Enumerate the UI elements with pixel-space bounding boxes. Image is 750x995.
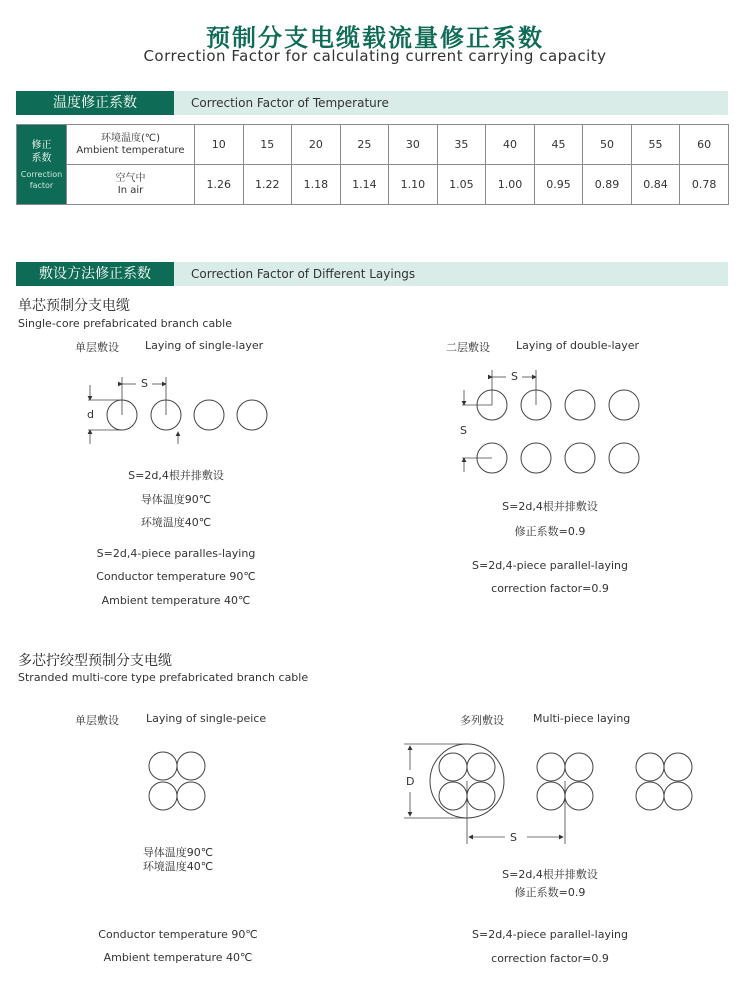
double-layer-note: S=2d,4根并排敷设 [502, 500, 598, 513]
core-circle [636, 753, 664, 781]
factor-cell: 0.89 [583, 165, 632, 205]
factor-cell: 0.84 [631, 165, 680, 205]
spacing-label-s: S [510, 831, 517, 844]
spacing-label-s-vertical: S [460, 424, 467, 437]
spacing-label-s: S [511, 370, 518, 383]
temp-cell: 55 [631, 125, 680, 165]
multi-piece-title-en: Multi-piece laying [533, 712, 631, 725]
ambient-temp-label-cn: 环境温度(℃) [100, 132, 161, 144]
multi-piece-note-en: correction factor=0.9 [491, 952, 609, 965]
core-circle [467, 782, 495, 810]
in-air-label-cn: 空气中 [115, 172, 146, 184]
multi-piece-title-cn: 多列敷设 [460, 714, 504, 727]
factor-cell: 0.78 [680, 165, 729, 205]
single-layer-note: S=2d,4根并排敷设 [128, 469, 224, 482]
cable-circle [565, 443, 595, 473]
double-layer-title-cn: 二层敷设 [446, 341, 490, 354]
temp-cell: 45 [534, 125, 583, 165]
multi-core-heading-en: Stranded multi-core type prefabricated branch cable [18, 671, 309, 684]
corner-label-cn: 修正 系数 [31, 139, 52, 164]
multi-core-heading-cn: 多芯拧绞型预制分支电缆 [18, 653, 172, 669]
single-layer-note-en: S=2d,4-piece paralles-laying [96, 547, 256, 560]
double-layer-note-en: correction factor=0.9 [491, 582, 609, 595]
temp-cell: 25 [340, 125, 389, 165]
cable-circle [237, 400, 267, 430]
temp-cell: 30 [389, 125, 438, 165]
core-circle [467, 753, 495, 781]
core-circle [537, 782, 565, 810]
page-title: 预制分支电缆载流量修正系数 [206, 24, 544, 52]
factor-cell: 1.14 [340, 165, 389, 205]
temp-cell: 10 [195, 125, 244, 165]
temp-cell: 35 [437, 125, 486, 165]
single-core-heading-en: Single-core prefabricated branch cable [18, 317, 232, 330]
double-layer-note-en: S=2d,4-piece parallel-laying [472, 559, 628, 572]
single-layer-note-en: Conductor temperature 90℃ [96, 570, 256, 583]
core-circle [149, 752, 177, 780]
core-circle [177, 752, 205, 780]
core-circle [439, 753, 467, 781]
factor-cell: 0.95 [534, 165, 583, 205]
core-circle [565, 753, 593, 781]
temperature-section-tag: 温度修正系数 [16, 91, 174, 115]
temperature-section-title: Correction Factor of Temperature [191, 96, 389, 110]
factor-cell: 1.00 [486, 165, 535, 205]
corner-label-en: Correction factor [20, 169, 63, 190]
laying-section-title: Correction Factor of Different Layings [191, 267, 416, 281]
multi-single-note: 环境温度40℃ [142, 860, 214, 873]
cable-circle [609, 390, 639, 420]
core-circle [439, 782, 467, 810]
factor-cell: 1.10 [389, 165, 438, 205]
single-layer-note: 导体温度90℃ [140, 493, 212, 506]
diameter-label-d: d [87, 408, 94, 421]
multi-single-title-en: Laying of single-peice [146, 712, 267, 725]
multi-piece-note: 修正系数=0.9 [514, 886, 586, 899]
temp-cell: 40 [486, 125, 535, 165]
single-layer-note-en: Ambient temperature 40℃ [101, 594, 251, 607]
diameter-label-D: D [406, 775, 415, 788]
single-layer-title-cn: 单层敷设 [75, 341, 119, 354]
core-circle [636, 782, 664, 810]
double-layer-title-en: Laying of double-layer [516, 339, 640, 352]
temp-cell: 15 [243, 125, 292, 165]
laying-section-tag: 敷设方法修正系数 [16, 262, 174, 286]
spacing-label-s: S [141, 377, 148, 390]
ambient-temp-label-en: Ambient temperature [76, 144, 185, 156]
multi-piece-note-en: S=2d,4-piece parallel-laying [472, 928, 628, 941]
factor-cell: 1.05 [437, 165, 486, 205]
page-subtitle: Correction Factor for calculating current carrying capacity [143, 47, 607, 65]
multi-single-note-en: Conductor temperature 90℃ [98, 928, 258, 941]
multi-single-note: 导体温度90℃ [142, 846, 214, 859]
cable-circle [565, 390, 595, 420]
double-layer-note: 修正系数=0.9 [514, 525, 586, 538]
single-core-heading-cn: 单芯预制分支电缆 [18, 298, 130, 314]
single-layer-note: 环境温度40℃ [140, 516, 212, 529]
factor-cell: 1.22 [243, 165, 292, 205]
core-circle [177, 782, 205, 810]
single-layer-title-en: Laying of single-layer [145, 339, 264, 352]
temp-cell: 50 [583, 125, 632, 165]
core-circle [149, 782, 177, 810]
cable-circle [609, 443, 639, 473]
multi-piece-note: S=2d,4根并排敷设 [502, 868, 598, 881]
cable-circle [521, 443, 551, 473]
core-circle [664, 753, 692, 781]
cable-circle [194, 400, 224, 430]
in-air-label-en: In air [117, 184, 144, 196]
core-circle [537, 753, 565, 781]
factor-cell: 1.26 [195, 165, 244, 205]
factor-cell: 1.18 [292, 165, 341, 205]
temp-cell: 20 [292, 125, 341, 165]
core-circle [565, 782, 593, 810]
multi-single-title-cn: 单层敷设 [75, 714, 119, 727]
multi-single-note-en: Ambient temperature 40℃ [103, 951, 253, 964]
core-circle [664, 782, 692, 810]
temp-cell: 60 [680, 125, 729, 165]
